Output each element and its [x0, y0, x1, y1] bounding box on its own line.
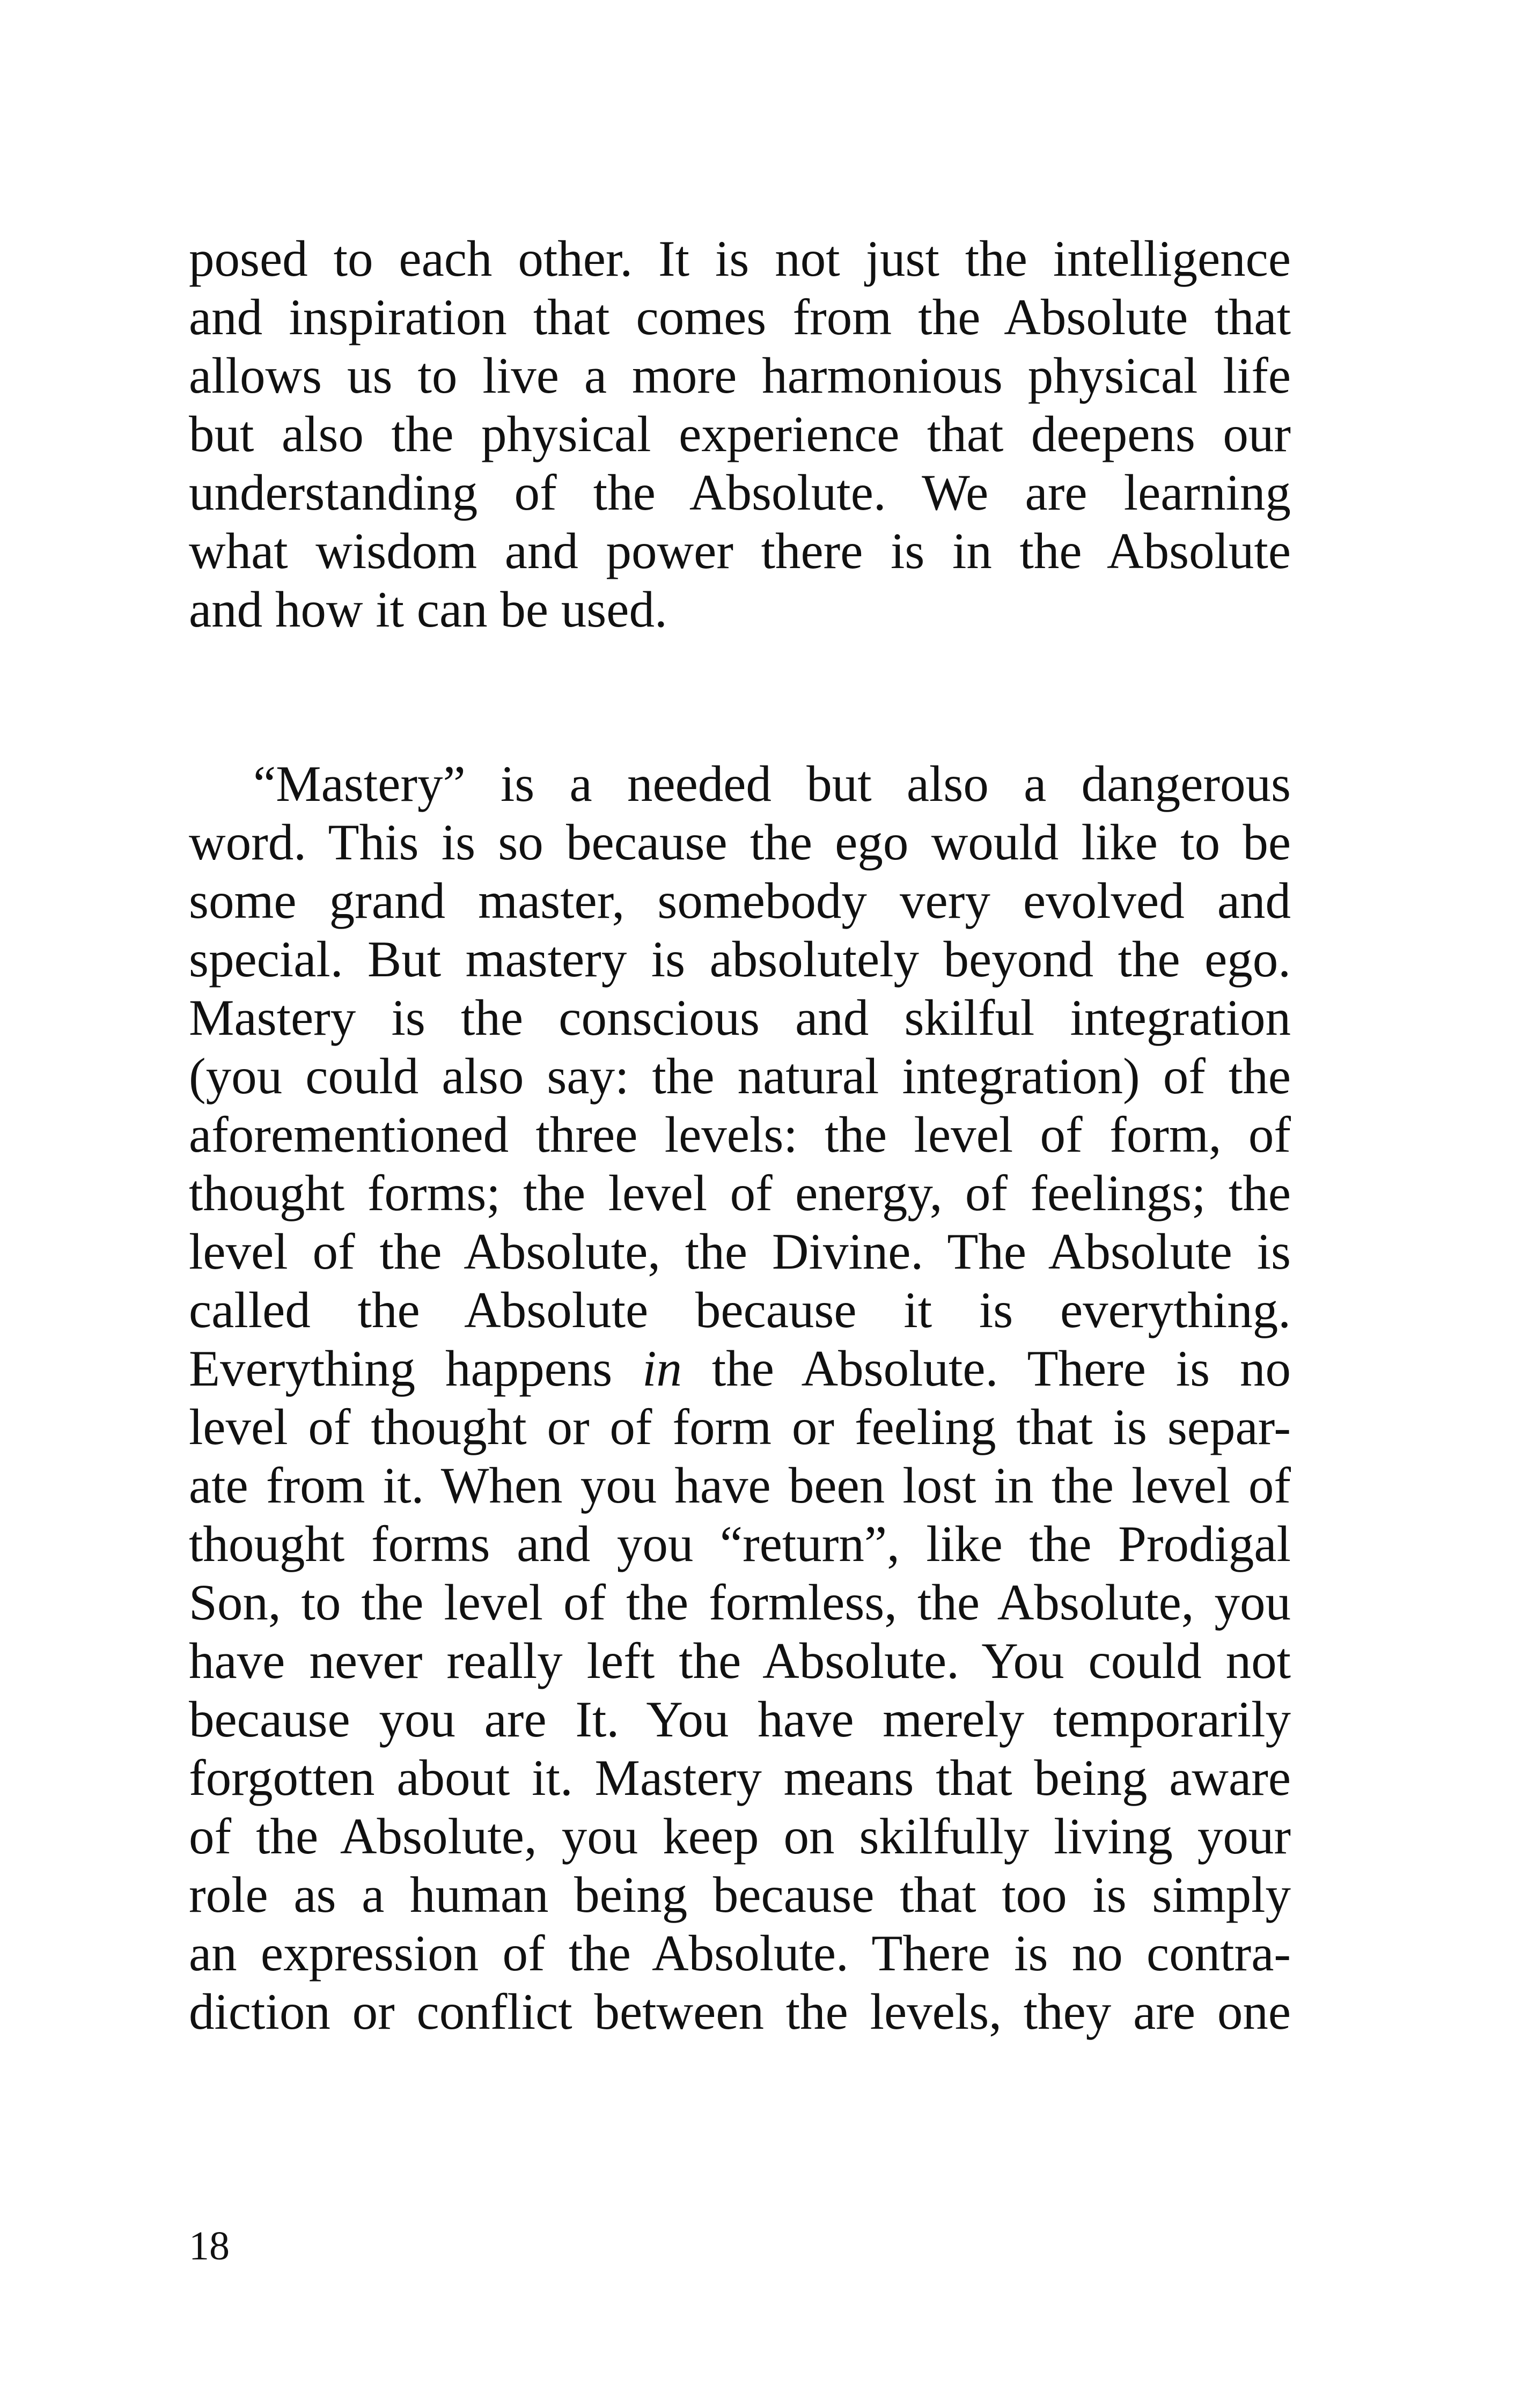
text-line: called the Absolute because it is everything. — [189, 1282, 1291, 1338]
text-line: diction or conflict between the levels, they are one — [189, 1983, 1291, 2040]
text-line: role as a human being because that too is simply — [189, 1866, 1291, 1923]
text-line: allows us to live a more harmonious physical life — [189, 347, 1291, 404]
text-line: posed to each other. It is not just the intelligence — [189, 230, 1291, 287]
text-line: and how it can be used. — [189, 581, 667, 638]
text-segment: the Absolute. There is no — [682, 1340, 1291, 1397]
text-line: and inspiration that comes from the Absolute that — [189, 289, 1291, 345]
text-line: an expression of the Absolute. There is no contra- — [189, 1925, 1291, 1982]
text-line: Mastery is the conscious and skilful integration — [189, 989, 1291, 1046]
text-line: of the Absolute, you keep on skilfully living your — [189, 1808, 1291, 1865]
text-line — [189, 1339, 1291, 1398]
text-line: thought forms and you “return”, like the Prodigal — [189, 1515, 1291, 1572]
text-line: special. But mastery is absolutely beyond the ego. — [189, 931, 1291, 988]
text-line: thought forms; the level of energy, of feelings; the — [189, 1165, 1291, 1221]
text-line: Son, to the level of the formless, the Absolute, you — [189, 1574, 1291, 1631]
text-line: but also the physical experience that deepens our — [189, 406, 1291, 462]
text-line: understanding of the Absolute. We are learning — [189, 464, 1291, 521]
text-line: because you are It. You have merely temporarily — [189, 1691, 1291, 1748]
text-line: (you could also say: the natural integration) of the — [189, 1048, 1291, 1104]
text-line: aforementioned three levels: the level of form, of — [189, 1106, 1291, 1163]
paragraph-2 — [189, 755, 1291, 2041]
text-line: forgotten about it. Mastery means that being aware — [189, 1749, 1291, 1806]
page-number: 18 — [189, 2223, 230, 2269]
text-line: level of thought or of form or feeling that is separ- — [189, 1398, 1291, 1455]
text-line: ate from it. When you have been lost in the level of — [189, 1457, 1291, 1514]
text-line: some grand master, somebody very evolved and — [189, 872, 1291, 929]
text-line: level of the Absolute, the Divine. The Absolute is — [189, 1223, 1291, 1280]
text-line: word. This is so because the ego would like to be — [189, 814, 1291, 871]
text-line: “Mastery” is a needed but also a dangerous — [253, 755, 1291, 812]
text-line: have never really left the Absolute. You could not — [189, 1632, 1291, 1689]
paragraph-1 — [189, 230, 1291, 639]
italic-emphasis: in — [642, 1340, 682, 1397]
text-line: what wisdom and power there is in the Absolute — [189, 522, 1291, 579]
text-segment: Everything happens — [189, 1340, 643, 1397]
